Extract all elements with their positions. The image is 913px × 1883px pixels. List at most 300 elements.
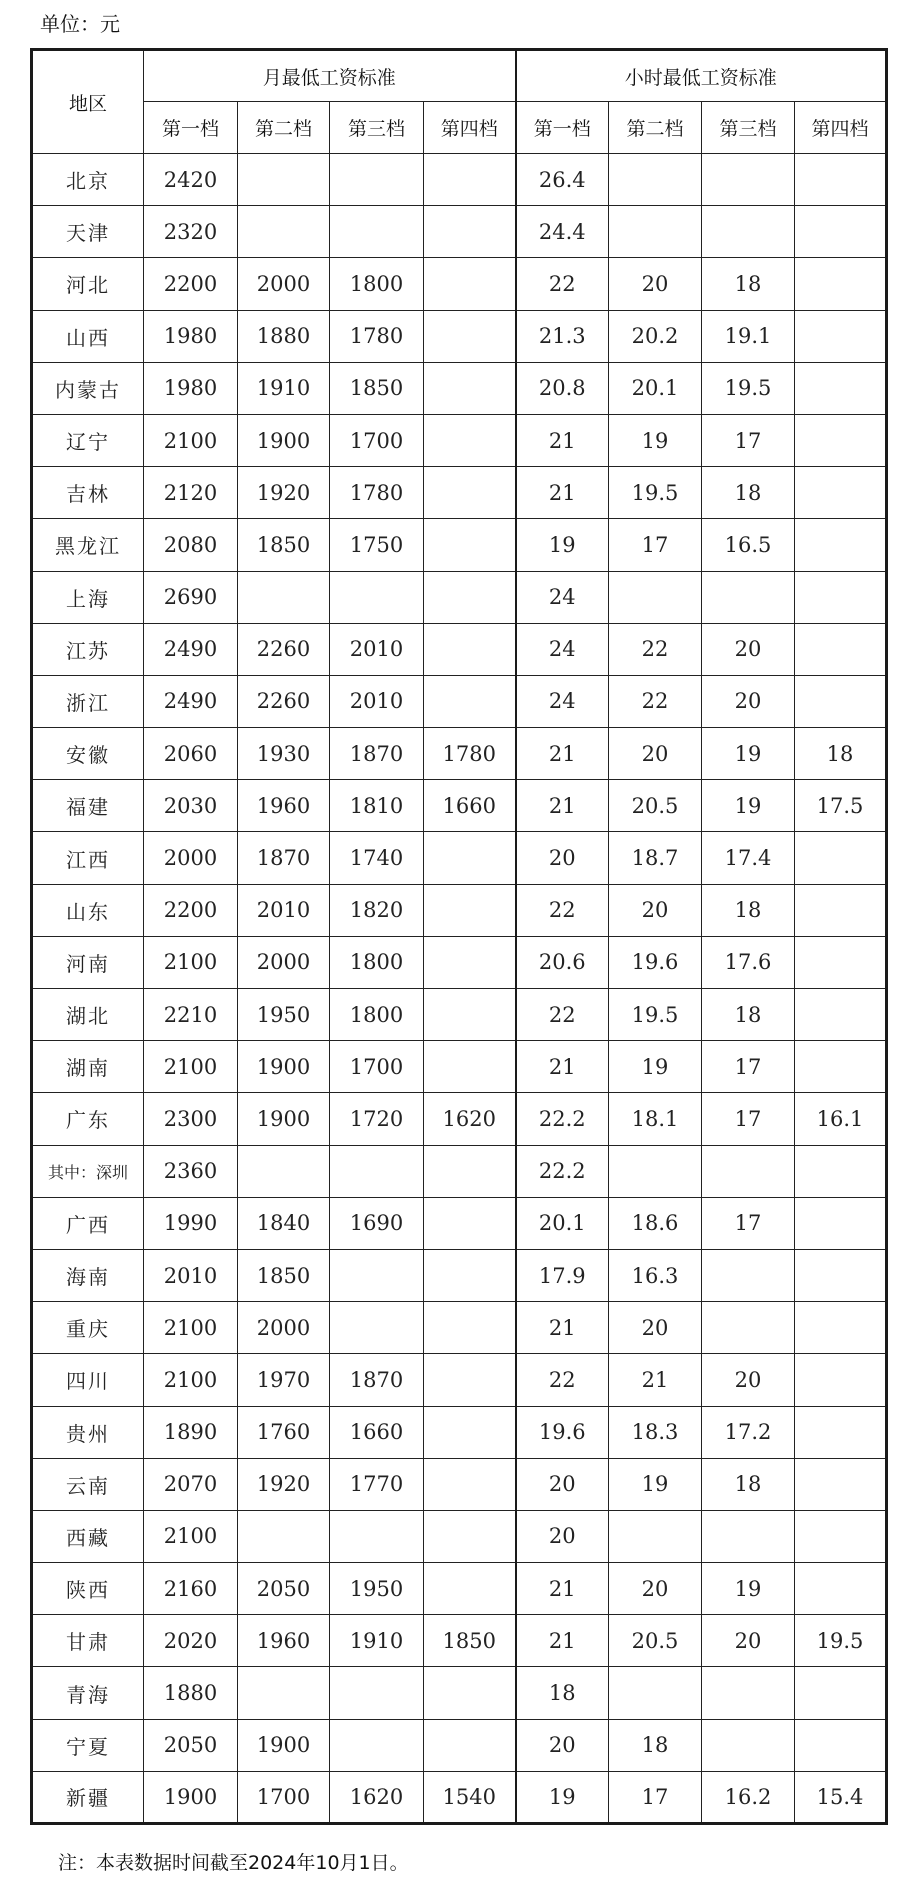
- monthly-tier-1-cell: 2160: [144, 1563, 238, 1615]
- table-row: [32, 1249, 887, 1301]
- hourly-tier-1-cell: 22: [516, 258, 609, 310]
- hourly-tier-1-cell: 22.2: [516, 1145, 609, 1197]
- monthly-tier-4-cell: [424, 623, 516, 675]
- monthly-tier-1-cell: 2690: [144, 571, 238, 623]
- table-body: [32, 154, 887, 1824]
- header-hourly-tier-1: 第一档: [516, 102, 609, 154]
- hourly-tier-4-cell: 18: [795, 728, 887, 780]
- region-cell: 四川: [32, 1354, 144, 1406]
- monthly-tier-4-cell: [424, 832, 516, 884]
- monthly-tier-2-cell: 2000: [238, 258, 330, 310]
- monthly-tier-1-cell: 2000: [144, 832, 238, 884]
- header-hourly: 小时最低工资标准: [516, 50, 887, 102]
- hourly-tier-3-cell: [702, 1667, 795, 1719]
- header-region: 地区: [32, 50, 144, 154]
- hourly-tier-4-cell: [795, 310, 887, 362]
- header-monthly-tier-4: 第四档: [424, 102, 516, 154]
- monthly-tier-2-cell: 2000: [238, 1302, 330, 1354]
- hourly-tier-4-cell: [795, 467, 887, 519]
- hourly-tier-2-cell: [609, 1510, 702, 1562]
- region-cell: 甘肃: [32, 1615, 144, 1667]
- monthly-tier-3-cell: 1800: [330, 936, 424, 988]
- hourly-tier-1-cell: 22: [516, 884, 609, 936]
- monthly-tier-2-cell: 1900: [238, 1041, 330, 1093]
- monthly-tier-1-cell: 1980: [144, 310, 238, 362]
- hourly-tier-1-cell: 24: [516, 571, 609, 623]
- hourly-tier-4-cell: [795, 936, 887, 988]
- table-row: [32, 1458, 887, 1510]
- monthly-tier-2-cell: 2050: [238, 1563, 330, 1615]
- hourly-tier-2-cell: [609, 1667, 702, 1719]
- hourly-tier-3-cell: 19.1: [702, 310, 795, 362]
- monthly-tier-4-cell: [424, 1406, 516, 1458]
- region-cell: 海南: [32, 1249, 144, 1301]
- hourly-tier-2-cell: 19: [609, 1458, 702, 1510]
- monthly-tier-1-cell: 2020: [144, 1615, 238, 1667]
- monthly-tier-2-cell: [238, 571, 330, 623]
- monthly-tier-2-cell: 2000: [238, 936, 330, 988]
- hourly-tier-1-cell: 20: [516, 1719, 609, 1771]
- hourly-tier-1-cell: 21: [516, 414, 609, 466]
- monthly-tier-4-cell: [424, 675, 516, 727]
- header-hourly-tier-4: 第四档: [795, 102, 887, 154]
- monthly-tier-3-cell: 1700: [330, 1041, 424, 1093]
- monthly-tier-2-cell: 2010: [238, 884, 330, 936]
- monthly-tier-2-cell: 1850: [238, 519, 330, 571]
- monthly-tier-2-cell: 1850: [238, 1249, 330, 1301]
- hourly-tier-1-cell: 24: [516, 623, 609, 675]
- hourly-tier-4-cell: [795, 1354, 887, 1406]
- table-row: [32, 206, 887, 258]
- monthly-tier-4-cell: [424, 310, 516, 362]
- monthly-tier-3-cell: 1800: [330, 989, 424, 1041]
- monthly-tier-1-cell: 2360: [144, 1145, 238, 1197]
- monthly-tier-1-cell: 2200: [144, 258, 238, 310]
- hourly-tier-3-cell: 19.5: [702, 362, 795, 414]
- monthly-tier-1-cell: 2100: [144, 1041, 238, 1093]
- hourly-tier-4-cell: [795, 1719, 887, 1771]
- monthly-tier-1-cell: 1980: [144, 362, 238, 414]
- region-cell: 河北: [32, 258, 144, 310]
- table-row: [32, 1354, 887, 1406]
- monthly-tier-3-cell: 1820: [330, 884, 424, 936]
- monthly-tier-3-cell: [330, 206, 424, 258]
- region-cell: 辽宁: [32, 414, 144, 466]
- monthly-tier-4-cell: [424, 1510, 516, 1562]
- monthly-tier-3-cell: 1780: [330, 310, 424, 362]
- monthly-tier-3-cell: 1720: [330, 1093, 424, 1145]
- table-row: [32, 832, 887, 884]
- hourly-tier-1-cell: 24.4: [516, 206, 609, 258]
- hourly-tier-1-cell: 22: [516, 989, 609, 1041]
- table-row: [32, 1041, 887, 1093]
- region-cell: 广西: [32, 1197, 144, 1249]
- region-cell: 云南: [32, 1458, 144, 1510]
- table-row: [32, 1406, 887, 1458]
- monthly-tier-2-cell: 1700: [238, 1771, 330, 1823]
- monthly-tier-1-cell: 2050: [144, 1719, 238, 1771]
- monthly-tier-1-cell: 2200: [144, 884, 238, 936]
- monthly-tier-1-cell: 2060: [144, 728, 238, 780]
- monthly-tier-1-cell: 2080: [144, 519, 238, 571]
- region-cell: 福建: [32, 780, 144, 832]
- hourly-tier-4-cell: [795, 1667, 887, 1719]
- monthly-tier-1-cell: 2420: [144, 154, 238, 206]
- hourly-tier-1-cell: 21: [516, 1615, 609, 1667]
- hourly-tier-4-cell: [795, 884, 887, 936]
- region-cell: 河南: [32, 936, 144, 988]
- monthly-tier-4-cell: 1780: [424, 728, 516, 780]
- header-hourly-tier-2: 第二档: [609, 102, 702, 154]
- hourly-tier-2-cell: 19: [609, 414, 702, 466]
- monthly-tier-3-cell: 1810: [330, 780, 424, 832]
- monthly-tier-1-cell: 2100: [144, 414, 238, 466]
- hourly-tier-3-cell: [702, 571, 795, 623]
- monthly-tier-4-cell: [424, 519, 516, 571]
- region-cell: 重庆: [32, 1302, 144, 1354]
- monthly-tier-4-cell: 1620: [424, 1093, 516, 1145]
- monthly-tier-3-cell: [330, 154, 424, 206]
- hourly-tier-2-cell: 18.6: [609, 1197, 702, 1249]
- region-cell: 上海: [32, 571, 144, 623]
- hourly-tier-4-cell: 17.5: [795, 780, 887, 832]
- region-cell: 湖北: [32, 989, 144, 1041]
- hourly-tier-1-cell: 17.9: [516, 1249, 609, 1301]
- hourly-tier-4-cell: [795, 1041, 887, 1093]
- hourly-tier-3-cell: 17.4: [702, 832, 795, 884]
- monthly-tier-1-cell: 2320: [144, 206, 238, 258]
- table-row: [32, 936, 887, 988]
- table-row: [32, 884, 887, 936]
- region-cell: 新疆: [32, 1771, 144, 1823]
- monthly-tier-3-cell: [330, 571, 424, 623]
- hourly-tier-3-cell: [702, 154, 795, 206]
- monthly-tier-4-cell: [424, 1249, 516, 1301]
- hourly-tier-4-cell: 19.5: [795, 1615, 887, 1667]
- hourly-tier-4-cell: [795, 1145, 887, 1197]
- monthly-tier-3-cell: 1740: [330, 832, 424, 884]
- region-cell: 天津: [32, 206, 144, 258]
- hourly-tier-2-cell: 20.5: [609, 1615, 702, 1667]
- monthly-tier-3-cell: 1850: [330, 362, 424, 414]
- monthly-tier-2-cell: 1760: [238, 1406, 330, 1458]
- table-row: [32, 1197, 887, 1249]
- hourly-tier-2-cell: 20: [609, 728, 702, 780]
- hourly-tier-1-cell: 20: [516, 1510, 609, 1562]
- hourly-tier-2-cell: 20: [609, 1302, 702, 1354]
- hourly-tier-1-cell: 20.1: [516, 1197, 609, 1249]
- monthly-tier-4-cell: [424, 1145, 516, 1197]
- hourly-tier-1-cell: 20: [516, 1458, 609, 1510]
- table-row: [32, 258, 887, 310]
- monthly-tier-3-cell: 1700: [330, 414, 424, 466]
- table-row: [32, 1771, 887, 1823]
- hourly-tier-2-cell: [609, 206, 702, 258]
- monthly-tier-2-cell: 1840: [238, 1197, 330, 1249]
- table-row: [32, 728, 887, 780]
- monthly-tier-2-cell: 2260: [238, 675, 330, 727]
- monthly-tier-4-cell: [424, 1563, 516, 1615]
- monthly-tier-3-cell: 1800: [330, 258, 424, 310]
- header-monthly: 月最低工资标准: [144, 50, 516, 102]
- region-cell: 其中：深圳: [32, 1145, 144, 1197]
- monthly-tier-3-cell: [330, 1145, 424, 1197]
- monthly-tier-2-cell: 1910: [238, 362, 330, 414]
- hourly-tier-3-cell: [702, 206, 795, 258]
- monthly-tier-4-cell: [424, 884, 516, 936]
- hourly-tier-1-cell: 21: [516, 1563, 609, 1615]
- hourly-tier-3-cell: 16.5: [702, 519, 795, 571]
- hourly-tier-3-cell: [702, 1302, 795, 1354]
- monthly-tier-3-cell: 1870: [330, 728, 424, 780]
- table-row: [32, 1667, 887, 1719]
- monthly-tier-4-cell: [424, 571, 516, 623]
- region-cell: 江西: [32, 832, 144, 884]
- hourly-tier-3-cell: 18: [702, 467, 795, 519]
- monthly-tier-3-cell: 1690: [330, 1197, 424, 1249]
- hourly-tier-4-cell: [795, 989, 887, 1041]
- hourly-tier-1-cell: 21: [516, 728, 609, 780]
- monthly-tier-1-cell: 2100: [144, 1510, 238, 1562]
- hourly-tier-1-cell: 20: [516, 832, 609, 884]
- hourly-tier-1-cell: 24: [516, 675, 609, 727]
- monthly-tier-3-cell: 1660: [330, 1406, 424, 1458]
- hourly-tier-3-cell: 18: [702, 258, 795, 310]
- region-cell: 贵州: [32, 1406, 144, 1458]
- hourly-tier-2-cell: 20: [609, 884, 702, 936]
- hourly-tier-4-cell: [795, 1563, 887, 1615]
- monthly-tier-2-cell: 2260: [238, 623, 330, 675]
- hourly-tier-4-cell: [795, 675, 887, 727]
- monthly-tier-1-cell: 2030: [144, 780, 238, 832]
- hourly-tier-2-cell: 18: [609, 1719, 702, 1771]
- monthly-tier-2-cell: 1870: [238, 832, 330, 884]
- monthly-tier-3-cell: [330, 1510, 424, 1562]
- monthly-tier-3-cell: [330, 1302, 424, 1354]
- table-row: [32, 1563, 887, 1615]
- hourly-tier-3-cell: 19: [702, 1563, 795, 1615]
- minimum-wage-table: [30, 48, 888, 1825]
- table-row: [32, 414, 887, 466]
- monthly-tier-4-cell: [424, 362, 516, 414]
- header-monthly-tier-2: 第二档: [238, 102, 330, 154]
- monthly-tier-2-cell: [238, 1667, 330, 1719]
- monthly-tier-4-cell: [424, 1041, 516, 1093]
- monthly-tier-4-cell: [424, 1354, 516, 1406]
- monthly-tier-2-cell: 1960: [238, 1615, 330, 1667]
- monthly-tier-1-cell: 2010: [144, 1249, 238, 1301]
- monthly-tier-1-cell: 2300: [144, 1093, 238, 1145]
- hourly-tier-2-cell: 19.5: [609, 989, 702, 1041]
- monthly-tier-1-cell: 2100: [144, 936, 238, 988]
- monthly-tier-1-cell: 1890: [144, 1406, 238, 1458]
- region-cell: 宁夏: [32, 1719, 144, 1771]
- header-monthly-tier-1: 第一档: [144, 102, 238, 154]
- monthly-tier-1-cell: 2100: [144, 1354, 238, 1406]
- monthly-tier-2-cell: 1900: [238, 1719, 330, 1771]
- hourly-tier-3-cell: 20: [702, 1615, 795, 1667]
- hourly-tier-2-cell: 22: [609, 675, 702, 727]
- hourly-tier-2-cell: [609, 571, 702, 623]
- hourly-tier-2-cell: 18.3: [609, 1406, 702, 1458]
- hourly-tier-2-cell: 19.5: [609, 467, 702, 519]
- monthly-tier-3-cell: 1950: [330, 1563, 424, 1615]
- hourly-tier-3-cell: 17.2: [702, 1406, 795, 1458]
- hourly-tier-1-cell: 21: [516, 467, 609, 519]
- hourly-tier-1-cell: 18: [516, 1667, 609, 1719]
- hourly-tier-1-cell: 20.6: [516, 936, 609, 988]
- monthly-tier-3-cell: 1620: [330, 1771, 424, 1823]
- region-cell: 江苏: [32, 623, 144, 675]
- hourly-tier-2-cell: 20: [609, 258, 702, 310]
- monthly-tier-3-cell: 2010: [330, 675, 424, 727]
- hourly-tier-3-cell: 18: [702, 884, 795, 936]
- monthly-tier-2-cell: 1930: [238, 728, 330, 780]
- hourly-tier-1-cell: 22.2: [516, 1093, 609, 1145]
- hourly-tier-2-cell: 19.6: [609, 936, 702, 988]
- hourly-tier-3-cell: 17: [702, 1093, 795, 1145]
- table-row: [32, 467, 887, 519]
- monthly-tier-4-cell: [424, 154, 516, 206]
- monthly-tier-2-cell: 1950: [238, 989, 330, 1041]
- monthly-tier-4-cell: 1850: [424, 1615, 516, 1667]
- table-row: [32, 154, 887, 206]
- hourly-tier-3-cell: 17: [702, 1041, 795, 1093]
- unit-label: 单位：元: [40, 12, 120, 36]
- monthly-tier-2-cell: [238, 1145, 330, 1197]
- hourly-tier-2-cell: 18.1: [609, 1093, 702, 1145]
- hourly-tier-1-cell: 21: [516, 1302, 609, 1354]
- table-row: [32, 780, 887, 832]
- hourly-tier-4-cell: [795, 206, 887, 258]
- monthly-tier-4-cell: [424, 467, 516, 519]
- hourly-tier-4-cell: [795, 1197, 887, 1249]
- hourly-tier-3-cell: 18: [702, 1458, 795, 1510]
- hourly-tier-4-cell: [795, 1302, 887, 1354]
- region-cell: 北京: [32, 154, 144, 206]
- monthly-tier-1-cell: 2210: [144, 989, 238, 1041]
- hourly-tier-2-cell: 19: [609, 1041, 702, 1093]
- hourly-tier-3-cell: 16.2: [702, 1771, 795, 1823]
- monthly-tier-2-cell: 1900: [238, 1093, 330, 1145]
- table-row: [32, 362, 887, 414]
- table-row: [32, 310, 887, 362]
- hourly-tier-4-cell: [795, 362, 887, 414]
- monthly-tier-2-cell: [238, 1510, 330, 1562]
- monthly-tier-1-cell: 1990: [144, 1197, 238, 1249]
- hourly-tier-4-cell: [795, 258, 887, 310]
- table-row: [32, 1093, 887, 1145]
- hourly-tier-2-cell: 17: [609, 519, 702, 571]
- region-cell: 浙江: [32, 675, 144, 727]
- hourly-tier-2-cell: [609, 1145, 702, 1197]
- hourly-tier-1-cell: 19.6: [516, 1406, 609, 1458]
- hourly-tier-2-cell: 20.5: [609, 780, 702, 832]
- monthly-tier-3-cell: 1910: [330, 1615, 424, 1667]
- monthly-tier-3-cell: 1870: [330, 1354, 424, 1406]
- hourly-tier-1-cell: 19: [516, 519, 609, 571]
- hourly-tier-4-cell: [795, 1406, 887, 1458]
- monthly-tier-1-cell: 2490: [144, 623, 238, 675]
- table-row: [32, 623, 887, 675]
- monthly-tier-3-cell: 1770: [330, 1458, 424, 1510]
- hourly-tier-1-cell: 21: [516, 1041, 609, 1093]
- hourly-tier-3-cell: 20: [702, 675, 795, 727]
- monthly-tier-4-cell: [424, 206, 516, 258]
- hourly-tier-4-cell: [795, 832, 887, 884]
- monthly-tier-3-cell: 1750: [330, 519, 424, 571]
- monthly-tier-2-cell: 1960: [238, 780, 330, 832]
- hourly-tier-4-cell: 15.4: [795, 1771, 887, 1823]
- hourly-tier-3-cell: 17: [702, 1197, 795, 1249]
- hourly-tier-3-cell: [702, 1719, 795, 1771]
- monthly-tier-2-cell: [238, 206, 330, 258]
- monthly-tier-4-cell: [424, 1197, 516, 1249]
- monthly-tier-3-cell: [330, 1667, 424, 1719]
- hourly-tier-3-cell: 20: [702, 623, 795, 675]
- region-cell: 内蒙古: [32, 362, 144, 414]
- region-cell: 黑龙江: [32, 519, 144, 571]
- table-row: [32, 675, 887, 727]
- monthly-tier-1-cell: 2070: [144, 1458, 238, 1510]
- monthly-tier-2-cell: [238, 154, 330, 206]
- monthly-tier-4-cell: [424, 1302, 516, 1354]
- hourly-tier-1-cell: 21.3: [516, 310, 609, 362]
- hourly-tier-2-cell: 18.7: [609, 832, 702, 884]
- hourly-tier-1-cell: 26.4: [516, 154, 609, 206]
- region-cell: 山西: [32, 310, 144, 362]
- monthly-tier-2-cell: 1920: [238, 467, 330, 519]
- hourly-tier-1-cell: 19: [516, 1771, 609, 1823]
- hourly-tier-4-cell: 16.1: [795, 1093, 887, 1145]
- monthly-tier-3-cell: [330, 1249, 424, 1301]
- hourly-tier-3-cell: 19: [702, 780, 795, 832]
- monthly-tier-2-cell: 1880: [238, 310, 330, 362]
- hourly-tier-1-cell: 21: [516, 780, 609, 832]
- monthly-tier-2-cell: 1900: [238, 414, 330, 466]
- hourly-tier-2-cell: 20.2: [609, 310, 702, 362]
- monthly-tier-1-cell: 1880: [144, 1667, 238, 1719]
- header-hourly-tier-3: 第三档: [702, 102, 795, 154]
- hourly-tier-4-cell: [795, 571, 887, 623]
- monthly-tier-4-cell: [424, 1667, 516, 1719]
- table-row: [32, 519, 887, 571]
- hourly-tier-4-cell: [795, 1249, 887, 1301]
- region-cell: 吉林: [32, 467, 144, 519]
- monthly-tier-4-cell: 1660: [424, 780, 516, 832]
- hourly-tier-4-cell: [795, 1510, 887, 1562]
- hourly-tier-2-cell: 17: [609, 1771, 702, 1823]
- monthly-tier-1-cell: 1900: [144, 1771, 238, 1823]
- monthly-tier-1-cell: 2490: [144, 675, 238, 727]
- region-cell: 陕西: [32, 1563, 144, 1615]
- monthly-tier-3-cell: 2010: [330, 623, 424, 675]
- monthly-tier-3-cell: [330, 1719, 424, 1771]
- monthly-tier-4-cell: 1540: [424, 1771, 516, 1823]
- region-cell: 广东: [32, 1093, 144, 1145]
- hourly-tier-2-cell: 20: [609, 1563, 702, 1615]
- hourly-tier-3-cell: [702, 1510, 795, 1562]
- monthly-tier-4-cell: [424, 1719, 516, 1771]
- table-row: [32, 989, 887, 1041]
- hourly-tier-1-cell: 20.8: [516, 362, 609, 414]
- monthly-tier-4-cell: [424, 258, 516, 310]
- table-row: [32, 1302, 887, 1354]
- monthly-tier-1-cell: 2120: [144, 467, 238, 519]
- hourly-tier-4-cell: [795, 519, 887, 571]
- hourly-tier-4-cell: [795, 1458, 887, 1510]
- hourly-tier-3-cell: 18: [702, 989, 795, 1041]
